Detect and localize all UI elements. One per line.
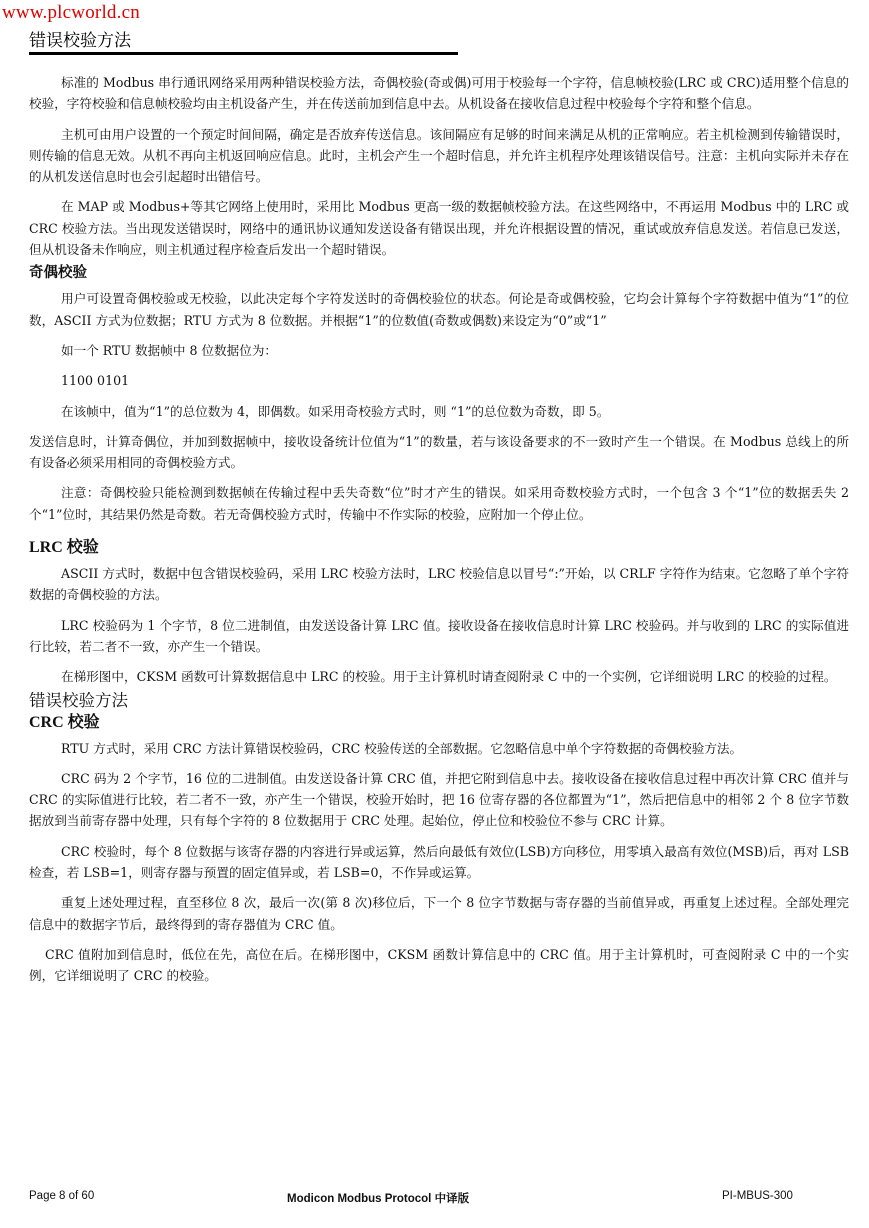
page-title: 错误校验方法 — [29, 31, 131, 51]
intro-paragraph-3: 在 MAP 或 Modbus+等其它网络上使用时，采用比 Modbus 更高一级的数据帧校验方法。在这些网络中，不再运用 Modbus 中的 LRC 或 CRC 校验方法。当出现发送错误时，网络中的通讯协议通知发送设备有错误出现，并允许根据设置的情况，重试或放弃信息发送。若信息已发送，但从机设备未作响应，则主机通过程序检查后发出一个超时错误。 — [29, 199, 849, 258]
lrc-heading: LRC 校验 — [29, 539, 99, 557]
parity-paragraph-6: 注意：奇偶校验只能检测到数据帧在传输过程中丢失奇数“位”时才产生的错误。如采用奇数校验方式时，一个包含 3 个“1”位的数据丢失 2 个“1”位时，其结果仍然是奇数。若无奇偶校验方式时，传输中不作实际的校验，应附加一个停止位。 — [29, 485, 849, 522]
document-body — [29, 72, 849, 996]
section-title: 错误校验方法 — [29, 690, 128, 710]
document-title: Modicon Modbus Protocol 中译版 — [287, 1193, 470, 1205]
parity-paragraph-5: 发送信息时，计算奇偶位，并加到数据帧中，接收设备统计位值为“1”的数量，若与该设备要求的不一致时产生一个错误。在 Modbus 总线上的所有设备必须采用相同的奇偶校验方式。 — [29, 433, 849, 471]
parity-paragraph-4: 在该帧中，值为“1”的总位数为 4，即偶数。如采用奇校验方式时，则 “1”的总位数为奇数，即 5。 — [61, 403, 610, 419]
intro-paragraph-2: 主机可由用户设置的一个预定时间间隔，确定是否放弃传送信息。该间隔应有足够的时间来满足从机的正常响应。若主机检测到传输错误时，则传输的信息无效。从机不再向主机返回响应信息。此时，主机会产生一个超时信息，并允许主机程序处理该错误信号。注意：主机向实际并未存在的从机发送信息时也会引起超时出错信号。 — [29, 126, 849, 185]
crc-paragraph-4: 重复上述处理过程，直至移位 8 次，最后一次(第 8 次)移位后，下一个 8 位字节数据与寄存器的当前值异或，再重复上述过程。全部处理完信息中的数据字节后，最终得到的寄存器值为 CRC 值。 — [29, 895, 849, 932]
document-id: PI-MBUS-300 — [722, 1190, 793, 1202]
crc-paragraph-5: CRC 值附加到信息时，低位在先，高位在后。在梯形图中，CKSM 函数计算信息中的 CRC 值。用于主计算机时，可查阅附录 C 中的一个实例，它详细说明了 CRC 的校验。 — [29, 946, 849, 984]
crc-paragraph-2: CRC 码为 2 个字节，16 位的二进制值。由发送设备计算 CRC 值，并把它附到信息中去。接收设备在接收信息过程中再次计算 CRC 值并与 CRC 的实际值进行比较，若二者不一致，亦产生一个错误，校验开始时，把 16 位寄存器的各位都置为“1”，然后把信息中的相邻 2 个 8 位字节数据放到当前寄存器中处理，只有每个字符的 8 位数据用于 CRC 处理。起始位，停止位和校验位不参与 CRC 计算。 — [29, 770, 849, 829]
parity-heading: 奇偶校验 — [29, 265, 87, 282]
crc-paragraph-3: CRC 校验时，每个 8 位数据与该寄存器的内容进行异或运算，然后向最低有效位(LSB)方向移位，用零填入最高有效位(MSB)后，再对 LSB 检查，若 LSB=1，则寄存器与预置的固定值异或，若 LSB=0，不作异或运算。 — [29, 843, 849, 881]
parity-paragraph-1: 用户可设置奇偶校验或无校验，以此决定每个字符发送时的奇偶校验位的状态。何论是奇或偶校验，它均会计算每个字符数据中值为“1”的位数，ASCII 方式为位数据；RTU 方式为 8 位数据。并根据“1”的位数值(奇数或偶数)来设定为“0”或“1” — [29, 291, 849, 328]
lrc-paragraph-2: LRC 校验码为 1 个字节，8 位二进制值，由发送设备计算 LRC 值。接收设备在接收信息时计算 LRC 校验码。并与收到的 LRC 的实际值进行比较，若二者不一致，亦产生一个错误。 — [29, 617, 849, 654]
page-footer — [29, 1190, 849, 1208]
lrc-paragraph-3: 在梯形图中，CKSM 函数可计算数据信息中 LRC 的校验。用于主计算机时请查阅附录 C 中的一个实例，它详细说明 LRC 的校验的过程。 — [61, 669, 837, 685]
parity-bit-example: 1100 0101 — [61, 373, 130, 389]
page-number: Page 8 of 60 — [29, 1190, 95, 1202]
crc-paragraph-1: RTU 方式时，采用 CRC 方法计算错误校验码，CRC 校验传送的全部数据。它忽略信息中单个字符数据的奇偶校验方法。 — [61, 740, 743, 756]
crc-heading: CRC 校验 — [29, 713, 100, 731]
lrc-paragraph-1: ASCII 方式时，数据中包含错误校验码，采用 LRC 校验方法时，LRC 校验信息以冒号“:”开始，以 CRLF 字符作为结束。它忽略了单个字符数据的奇偶校验的方法。 — [29, 566, 849, 603]
title-underline — [29, 52, 458, 55]
parity-paragraph-2: 如一个 RTU 数据帧中 8 位数据位为： — [61, 342, 278, 358]
intro-paragraph-1: 标准的 Modbus 串行通讯网络采用两种错误校验方法，奇偶校验(奇或偶)可用于校验每一个字符，信息帧校验(LRC 或 CRC)适用整个信息的校验，字符校验和信息帧校验均由主机设备产生，并在传送前加到信息中去。从机设备在接收信息过程中校验每个字符和整个信息。 — [29, 75, 849, 112]
watermark-url: www.plcworld.cn — [2, 2, 140, 23]
